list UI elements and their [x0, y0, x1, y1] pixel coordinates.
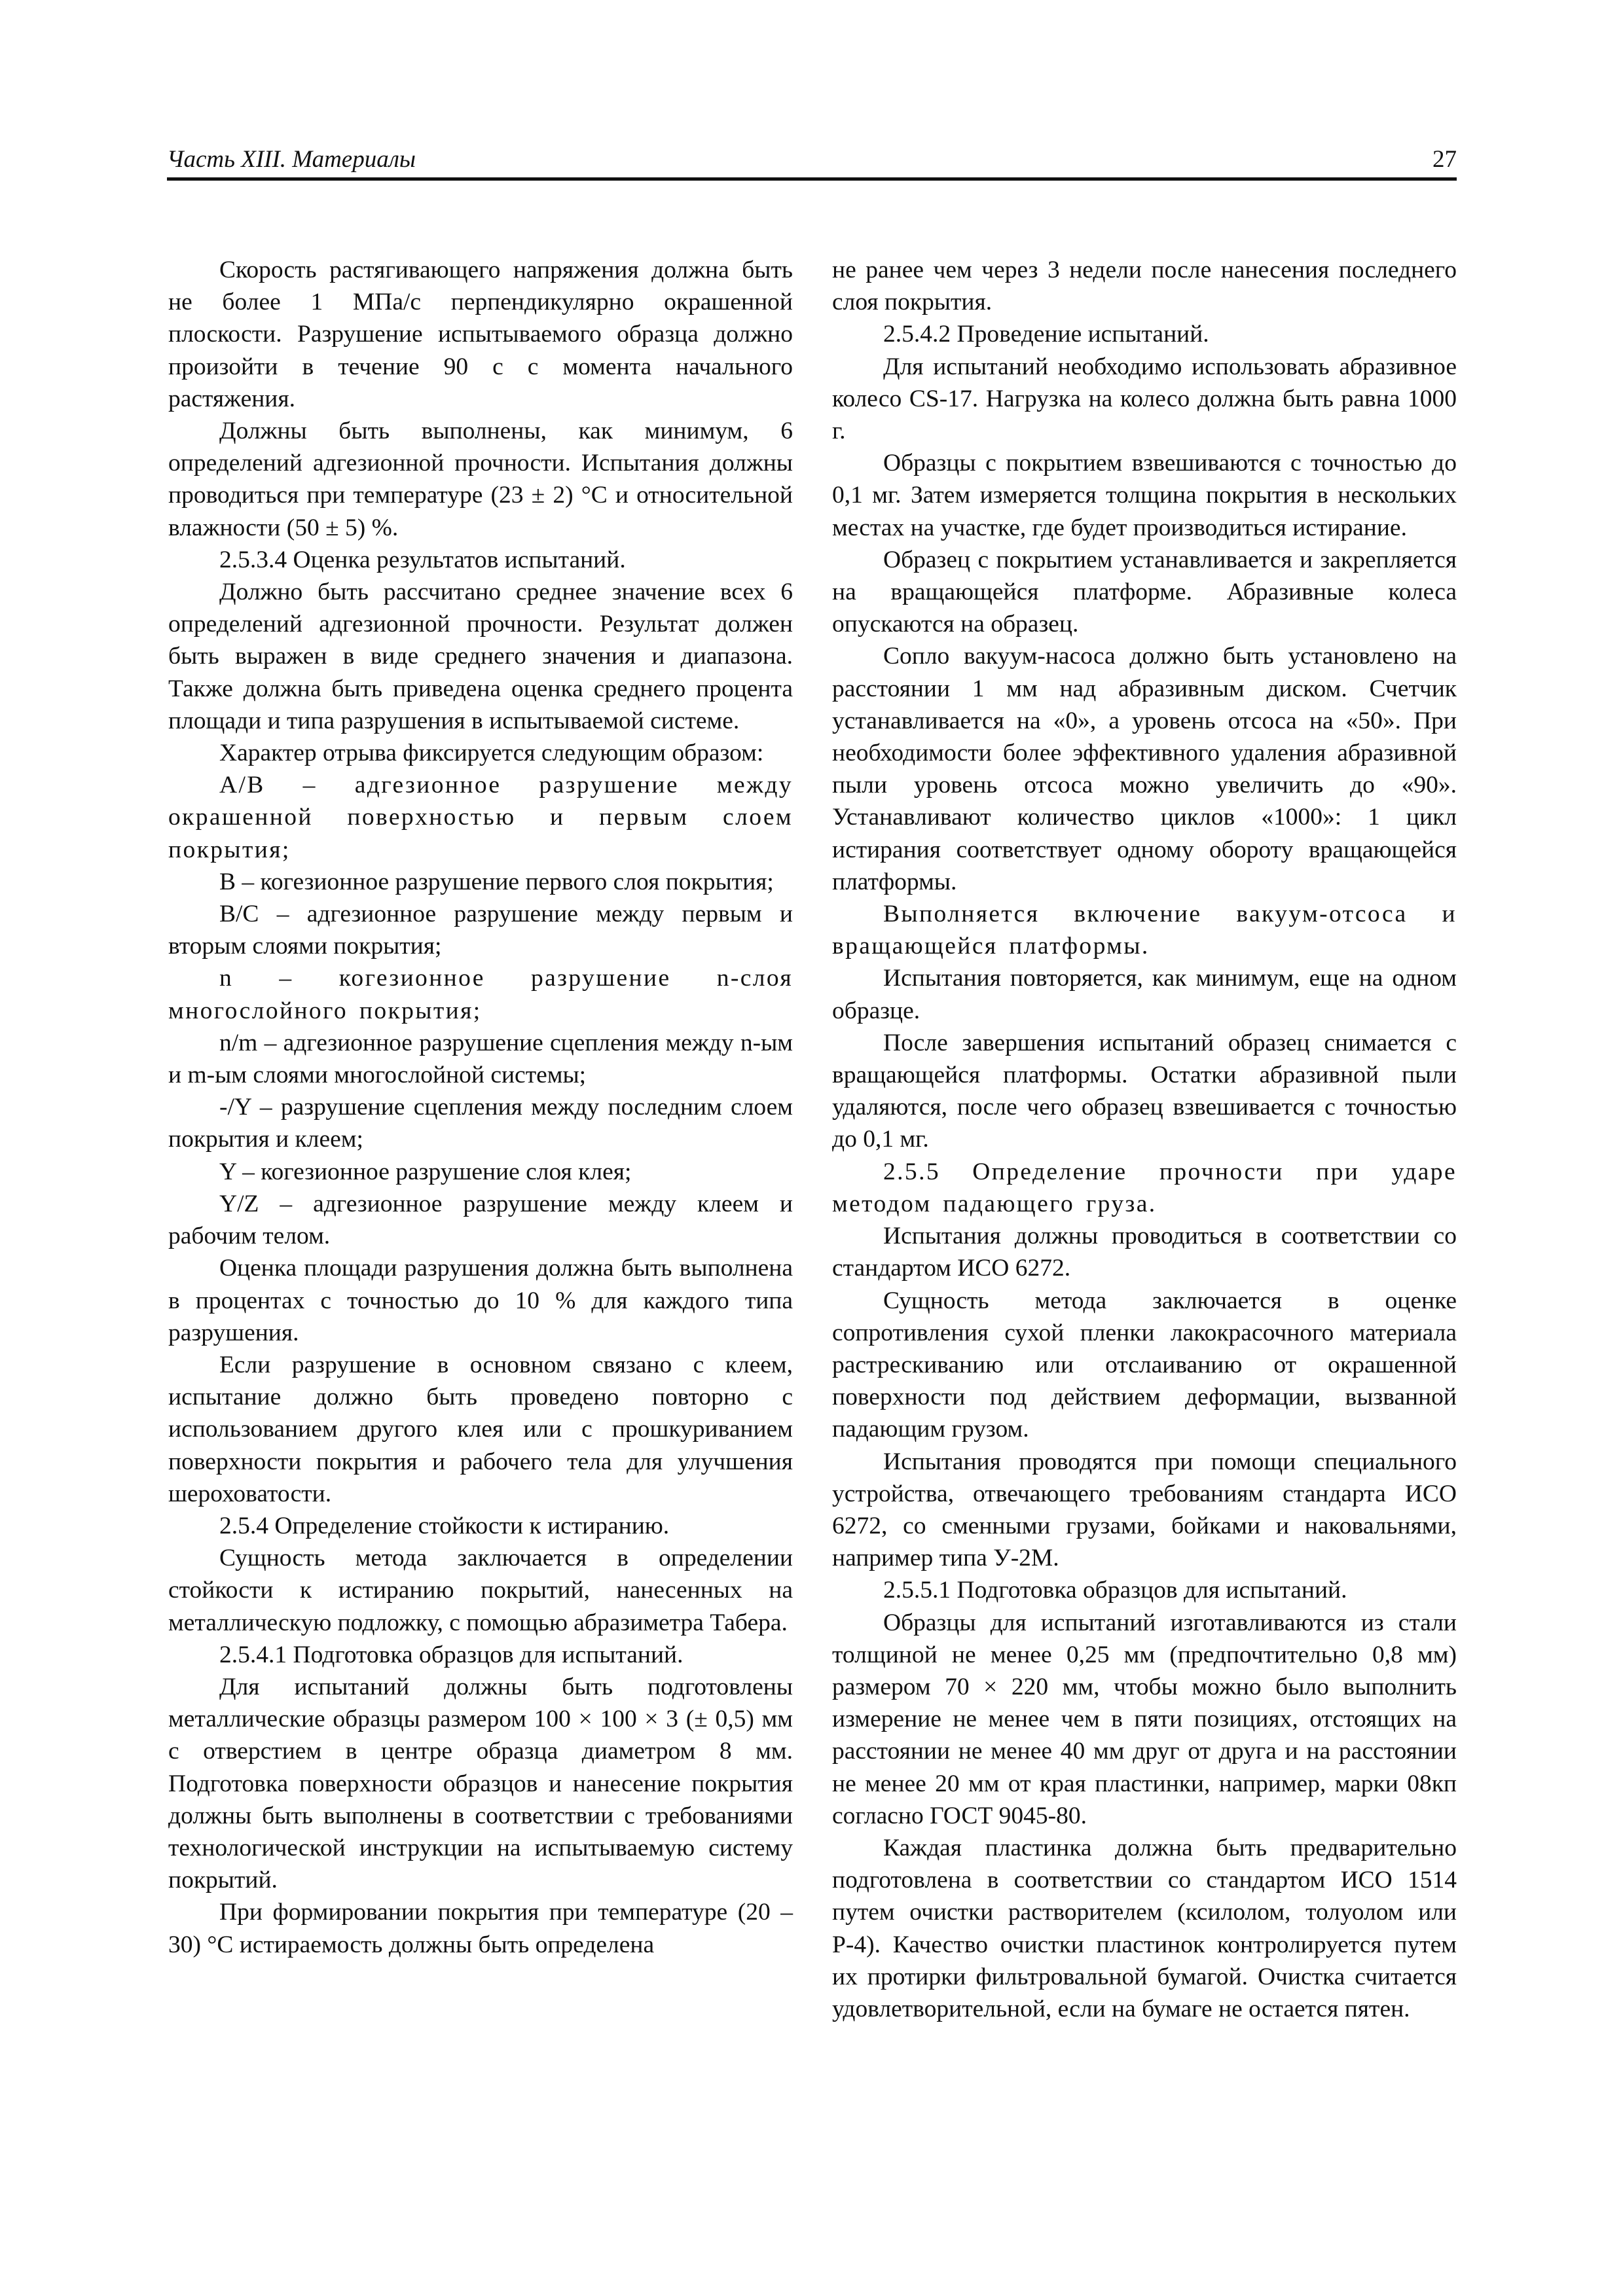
- definition-item: B/C – адгезионное разрушение между первым и вторым слоями покрытия;: [168, 901, 793, 960]
- paragraph: Сопло вакуум-насоса должно быть установлено на расстоянии 1 мм над абразивным диском. Счетчик устанавливается на «0», а уровень отсоса на «50». При необходимости более эффективного удаления абразивной пыли уровень отсоса можно увеличить до «90». Устанавливают количество циклов «1000»: 1 цикл истирания соответствует одному обороту вращающейся платформы.: [832, 643, 1457, 895]
- paragraph: Скорость растягивающего напряжения должна быть не более 1 МПа/с перпендикулярно окрашенной плоскости. Разрушение испытываемого образца должно произойти в течение 90 с с момента начального растяжения.: [168, 257, 793, 412]
- paragraph: Сущность метода заключается в оценке сопротивления сухой пленки лакокрасочного материала растрескиванию или отслаиванию от окрашенной поверхности под действием деформации, вызванной падающим грузом.: [832, 1287, 1457, 1443]
- definition-item: A/B – адгезионное разрушение между окрашенной поверхностью и первым слоем покрытия;: [168, 772, 793, 863]
- section-heading: 2.5.5 Определение прочности при ударе методом падающего груза.: [832, 1158, 1457, 1217]
- paragraph: Должны быть выполнены, как минимум, 6 определений адгезионной прочности. Испытания должны проводиться при температуре (23 ± 2) °С и относительной влажности (50 ± 5) %.: [168, 418, 793, 541]
- page-number: 27: [1432, 146, 1457, 173]
- paragraph: Должно быть рассчитано среднее значение всех 6 определений адгезионной прочности. Результат должен быть выражен в виде среднего значения и диапазона. Также должна быть приведена оценка среднего процента площади и типа разрушения в испытываемой системе.: [168, 579, 793, 734]
- section-heading: 2.5.4.2 Проведение испытаний.: [883, 321, 1209, 348]
- paragraph: Если разрушение в основном связано с клеем, испытание должно быть проведено повторно с использованием другого клея или с прошкуриванием поверхности покрытия и рабочего тела для улучшения шероховатости.: [168, 1351, 793, 1507]
- section-heading: 2.5.4 Определение стойкости к истиранию.: [219, 1512, 670, 1539]
- paragraph: Образец с покрытием устанавливается и закрепляется на вращающейся платформе. Абразивные колеса опускаются на образец.: [832, 546, 1457, 638]
- paragraph: Сущность метода заключается в определении стойкости к истиранию покрытий, нанесенных на металлическую подложку, с помощью абразиметра Табера.: [168, 1545, 793, 1636]
- left-column: [168, 254, 793, 1961]
- paragraph: не ранее чем через 3 недели после нанесения последнего слоя покрытия.: [832, 257, 1457, 316]
- page-header: [167, 145, 1457, 179]
- definition-item: n – когезионное разрушение n-слоя многослойного покрытия;: [168, 965, 793, 1024]
- header-rule: [167, 177, 1457, 181]
- paragraph: Испытания должны проводиться в соответствии со стандартом ИСО 6272.: [832, 1223, 1457, 1282]
- paragraph: Образцы с покрытием взвешиваются с точностью до 0,1 мг. Затем измеряется толщина покрытия в нескольких местах на участке, где будет производиться истирание.: [832, 450, 1457, 541]
- section-heading: 2.5.4.1 Подготовка образцов для испытаний.: [219, 1641, 684, 1668]
- definition-item: n/m – адгезионное разрушение сцепления между n-ым и m-ым слоями многослойной системы;: [168, 1029, 793, 1089]
- paragraph: Выполняется включение вакуум-отсоса и вращающейся платформы.: [832, 901, 1457, 960]
- paragraph: Характер отрыва фиксируется следующим образом:: [219, 740, 764, 767]
- paragraph: При формировании покрытия при температуре (20 – 30) °С истираемость должны быть определена: [168, 1899, 793, 1958]
- definition-item: -/Y – разрушение сцепления между последним слоем покрытия и клеем;: [168, 1094, 793, 1153]
- definition-item: Y – когезионное разрушение слоя клея;: [219, 1158, 632, 1185]
- paragraph: Оценка площади разрушения должна быть выполнена в процентах с точностью до 10 % для каждого типа разрушения.: [168, 1255, 793, 1346]
- right-column: [832, 254, 1457, 2025]
- section-heading: 2.5.5.1 Подготовка образцов для испытаний.: [883, 1577, 1347, 1604]
- paragraph: Для испытаний необходимо использовать абразивное колесо CS-17. Нагрузка на колесо должна быть равна 1000 г.: [832, 353, 1457, 445]
- paragraph: Образцы для испытаний изготавливаются из стали толщиной не менее 0,25 мм (предпочтительно 0,8 мм) размером 70 × 220 мм, чтобы можно было выполнить измерение не менее чем в пяти позициях, отстоящих на расстоянии не менее 40 мм друг от друга и на расстоянии не менее 20 мм от края пластинки, например, марки 08кп согласно ГОСТ 9045-80.: [832, 1609, 1457, 1829]
- section-heading: 2.5.3.4 Оценка результатов испытаний.: [219, 546, 626, 573]
- paragraph: После завершения испытаний образец снимается с вращающейся платформы. Остатки абразивной пыли удаляются, после чего образец взвешивается с точностью до 0,1 мг.: [832, 1029, 1457, 1153]
- definition-item: Y/Z – адгезионное разрушение между клеем и рабочим телом.: [168, 1190, 793, 1250]
- running-title: Часть XIII. Материалы: [167, 146, 416, 173]
- paragraph: Для испытаний должны быть подготовлены металлические образцы размером 100 × 100 × 3 (± 0,5) мм с отверстием в центре образца диаметром 8 мм. Подготовка поверхности образцов и нанесение покрытия должны быть выполнены в соответствии с требованиями технологической инструкции на испытываемую систему покрытий.: [168, 1673, 793, 1894]
- definition-item: B – когезионное разрушение первого слоя покрытия;: [219, 868, 774, 895]
- paragraph: Каждая пластинка должна быть предварительно подготовлена в соответствии со стандартом ИСО 1514 путем очистки растворителем (ксилолом, толуолом или Р-4). Качество очистки пластинок контролируется путем их протирки фильтровальной бумагой. Очистка считается удовлетворительной, если на бумаге не остается пятен.: [832, 1834, 1457, 2022]
- paragraph: Испытания повторяется, как минимум, еще на одном образце.: [832, 965, 1457, 1024]
- paragraph: Испытания проводятся при помощи специального устройства, отвечающего требованиям стандарта ИСО 6272, со сменными грузами, бойками и наковальнями, например типа У-2М.: [832, 1448, 1457, 1572]
